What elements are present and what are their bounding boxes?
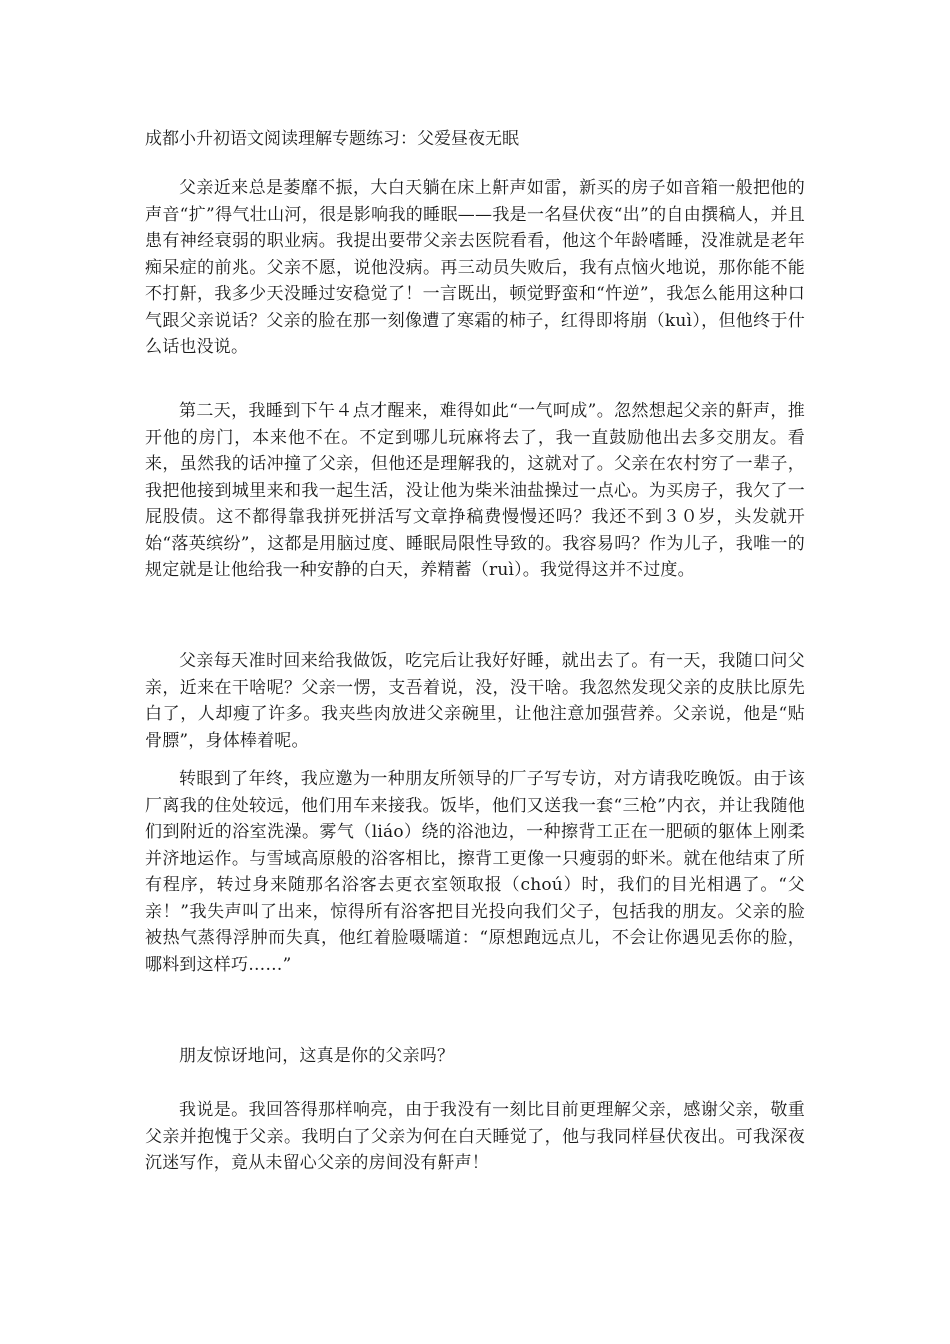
paragraph-2: 第二天，我睡到下午４点才醒来，难得如此“一气呵成”。忽然想起父亲的鼾声，推开他的房门，本来他不在。不定到哪儿玩麻将去了，我一直鼓励他出去多交朋友。看来，虽然我的话冲撞了父亲，但他还是理解我的，这就对了。父亲在农村穷了一辈子，我把他接到城里来和我一起生活，没让他为柴米油盐操过一点心。为买房子，我欠了一屁股债。这不都得靠我拼死拼活写文章挣稿费慢慢还吗？我还不到３０岁，头发就开始“落英缤纷”，这都是用脑过度、睡眠局限性导致的。我容易吗？作为儿子，我唯一的规定就是让他给我一种安静的白天，养精蓄（ruì）。我觉得这并不过度。: [145, 401, 805, 580]
paragraph-1: 父亲近来总是萎靡不振，大白天躺在床上鼾声如雷，新买的房子如音箱一般把他的声音“扩”得气壮山河，很是影响我的睡眠——我是一名昼伏夜“出”的自由撰稿人，并且患有神经衰弱的职业病。我提出要带父亲去医院看看，他这个年龄嗜睡，没准就是老年痴呆症的前兆。父亲不愿，说他没病。再三动员失败后，我有点恼火地说，那你能不能不打鼾，我多少天没睡过安稳觉了！一言既出，顿觉野蛮和“忤逆”，我怎么能用这种口气跟父亲说话？父亲的脸在那一刻像遭了寒霜的柿子，红得即将崩（kuì），但他终于什么话也没说。: [145, 178, 805, 357]
paragraph-6: 我说是。我回答得那样响亮，由于我没有一刻比目前更理解父亲，感谢父亲，敬重父亲并抱愧于父亲。我明白了父亲为何在白天睡觉了，他与我同样昼伏夜出。可我深夜沉迷写作，竟从未留心父亲的房间没有鼾声！: [145, 1100, 805, 1173]
document-title: 成都小升初语文阅读理解专题练习：父爱昼夜无眠: [145, 129, 519, 149]
paragraph-3: 父亲每天准时回来给我做饭，吃完后让我好好睡，就出去了。有一天，我随口问父亲，近来在干啥呢？父亲一愣，支吾着说，没，没干啥。我忽然发现父亲的皮肤比原先白了，人却瘦了许多。我夹些肉放进父亲碗里，让他注意加强营养。父亲说，他是“贴骨膘”，身体棒着呢。: [145, 651, 805, 751]
paragraph-4: 转眼到了年终，我应邀为一种朋友所领导的厂子写专访，对方请我吃晚饭。由于该厂离我的住处较远，他们用车来接我。饭毕，他们又送我一套“三枪”内衣，并让我随他们到附近的浴室洗澡。雾气（liáo）绕的浴池边，一种擦背工正在一肥硕的躯体上刚柔并济地运作。与雪域高原般的浴客相比，擦背工更像一只瘦弱的虾米。就在他结束了所有程序，转过身来随那名浴客去更衣室领取报（choú）时，我们的目光相遇了。“父亲！”我失声叫了出来，惊得所有浴客把目光投向我们父子，包括我的朋友。父亲的脸被热气蒸得浮肿而失真，他红着脸嗫嚅道：“原想跑远点儿，不会让你遇见丢你的脸，哪料到这样巧……”: [145, 769, 805, 975]
paragraph-5: 朋友惊讶地问，这真是你的父亲吗？: [179, 1046, 455, 1066]
